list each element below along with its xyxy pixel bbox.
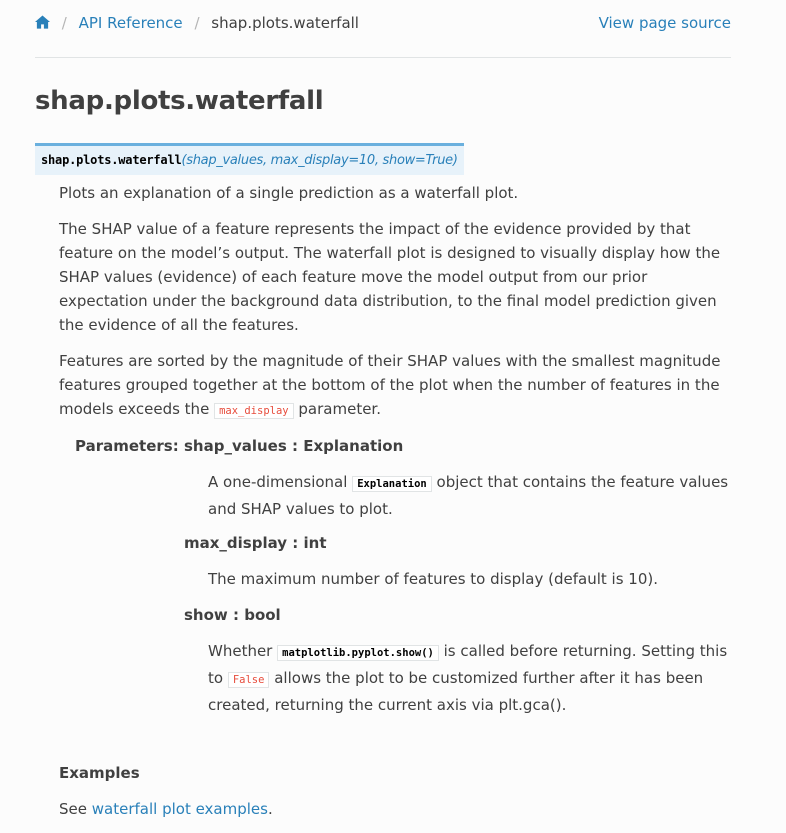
function-signature [35,143,464,175]
paragraph-text: parameter. [298,400,381,418]
page-title: shap.plots.waterfall [35,86,324,116]
inline-code: Explanation [352,476,432,492]
paragraph: The SHAP value of a feature represents the impact of the evidence provided by that feature on the model’s output. The waterfall plot is designed to visually display how the SHAP values (evidence) of each feature move the model output from our prior expectation under the background data distribution, to the final model prediction given the evidence of all the features. [59,220,721,334]
examples-heading: Examples [59,764,140,782]
param-shap-values-desc [208,470,738,522]
param-show-name: show : bool [184,606,281,624]
breadcrumb [35,13,731,33]
paragraph: Plots an explanation of a single prediction as a waterfall plot. [59,184,519,202]
param-max-display-desc: The maximum number of features to display (default is 10). [208,570,658,588]
breadcrumb-separator: / [194,14,200,32]
waterfall-examples-link[interactable]: waterfall plot examples [91,800,268,818]
inline-code: matplotlib.pyplot.show() [277,645,439,661]
home-icon [35,15,50,29]
signature-params: (shap_values, max_display=10, show=True) [181,153,458,168]
description-intro [59,181,735,205]
view-page-source-link[interactable]: View page source [598,14,731,32]
paragraph [59,349,735,423]
description-shap-value [59,217,735,337]
breadcrumb-separator: / [61,14,67,32]
paragraph-text: Features are sorted by the magnitude of their SHAP values with the smallest magnitude features grouped together at the bottom of the plot when the number of features in the models exceeds the [59,352,721,418]
examples-text [59,799,273,819]
param-desc-text: is called before returning. Setting this to [208,642,728,687]
breadcrumb-api-reference[interactable]: API Reference [78,14,183,32]
description-sorting [59,349,735,423]
parameters-label: Parameters: [75,437,179,455]
signature-name: shap.plots.waterfall [41,153,182,167]
divider [35,57,731,58]
param-desc-text: A one-dimensional [208,473,348,491]
examples-text-after: . [267,800,273,818]
inline-code: max_display [214,403,294,419]
inline-code: False [228,672,270,688]
param-desc-text: allows the plot to be customized further after it has been created, returning the current axis via plt.gca(). [208,669,704,714]
breadcrumb-current: shap.plots.waterfall [211,14,359,32]
param-desc-text: object that contains the feature values and SHAP values to plot. [208,473,729,518]
param-show-desc [208,639,738,718]
examples-text-before: See [59,800,87,818]
home-link[interactable] [35,14,55,32]
param-max-display-name: max_display : int [184,534,327,552]
param-shap-values-name: shap_values : Explanation [184,437,404,455]
param-desc-text: Whether [208,642,273,660]
